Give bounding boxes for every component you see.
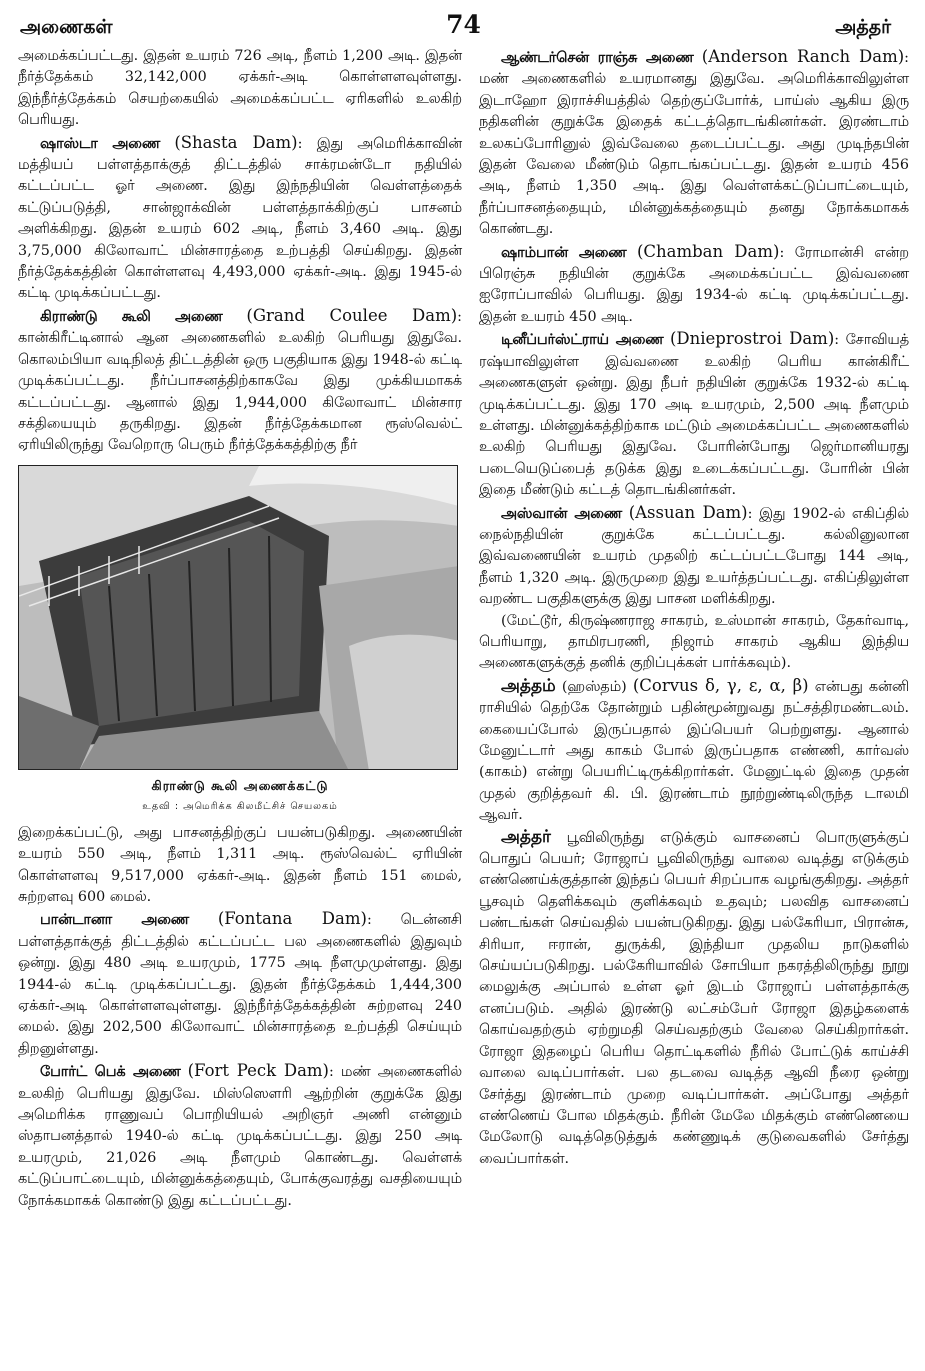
entry-chamban xyxy=(479,241,909,329)
entry-title: பான்டானா அணை xyxy=(40,912,189,929)
entry-title: ஷாஸ்டா அணை xyxy=(40,135,161,152)
columns xyxy=(18,46,909,1212)
entry-title: அத்தம் xyxy=(501,675,556,696)
figure-caption: கிராண்டு கூலி அணைக்கட்டு xyxy=(151,777,329,793)
entry-title: ஆண்டர்சென் ராஞ்சு அணை xyxy=(501,50,694,66)
entry-shasta xyxy=(18,132,462,305)
entry-title-english: (Dnieprostroi Dam) xyxy=(669,329,835,349)
entry-title: டினீப்பர்ஸ்ட்ராய் அணை xyxy=(501,332,664,349)
entry-title-english: (Anderson Ranch Dam) xyxy=(701,47,905,66)
intro-paragraph: அமைக்கப்பட்டது. இதன் உயரம் 726 அடி, நீளம் 1,200 அடி. இதன் நீர்த்தேக்கம் 32,142,000 ஏக்கர்-அடி கொள்ளளவுள்ளது. இந்நீர்த்தேக்கம் செயற்கையில் அமைக்கப்பட்ட ஏரிகளில் உலகிற் பெரியது. xyxy=(18,48,462,129)
entry-body: : ரோமான்சி என்ற பிரெஞ்சு நதியின் குறுக்கே அமைக்கப்பட்ட இவ்வணை ஐரோப்பாவில் பெரியது. இது 1934-ல் கட்டி முடிக்கப்பட்டது. இதன் உயரம் 450 அடி. xyxy=(479,244,909,325)
dam-photo xyxy=(18,465,458,770)
entry-dnieprostroi xyxy=(479,328,909,501)
entry-title-english: (Shasta Dam) xyxy=(174,132,298,152)
entry-body: : கான்கிரீட்டினால் ஆன அணைகளில் உலகிற் பெரியது இதுவே. கொலம்பியா வடிநிலத் திட்டத்தின் ஒரு பகுதியாக இது 1948-ல் கட்டி முடிக்கப்பட்டது. நீர்ப்பாசனத்திற்காகவே இது முக்கியமாகக் கட்டப்பட்டது. ஆனால் இது 1,944,000 கிலோவாட் மின்சார சக்தியையும் தருகிறது. இதன் நீர்த்தேக்கமான ரூஸ்வெல்ட் ஏரியிலிருந்து வேறொரு பெரும் நீர்த்தேக்கத்திற்கு நீர் xyxy=(18,308,462,454)
header-right-title: அத்தர் xyxy=(835,16,891,38)
entry-title: அஸ்வான் அணை xyxy=(501,505,622,522)
page-number: 74 xyxy=(446,10,481,39)
entry-body: என்பது கன்னி ராசியில் தெற்கே தோன்றும் பதின்மூன்றுவது நட்சத்திரமண்டலம். கையைப்போல் இருப்பதால் இப்பெயர் பெற்றுளது. ஆனால் மேனுட்டார் அது காகம் போல் இருப்பதாக எண்ணி, கார்வஸ் (காகம்) என்று பெயரிட்டிருக்கிறார்கள். மேனுட்டில் இதை முதன் முதல் குறித்தவர் கி. பி. இரண்டாம் நூற்றுண்டிலிருந்த டாலமி ஆவர். xyxy=(479,678,910,824)
header-left-title: அணைகள் xyxy=(20,16,113,38)
entry-body: : டென்னசி பள்ளத்தாக்குத் திட்டத்தில் கட்டப்பட்ட பல அணைகளில் இதுவும் ஒன்று. இது 480 அடி உயரமும், 1775 அடி நீளமுமுள்ளது. இது 1944-ல் கட்டி முடிக்கப்பட்டது. இதன் நீர்த்தேக்கம் 1,444,300 ஏக்கர்-அடி கொள்ளளவுள்ளது. இந்நீர்த்தேக்கத்தின் சுற்றளவு 240 மைல். இது 202,500 கிலோவாட் மின்சாரத்தை உற்பத்தி செய்யும் திறனுள்ளது. xyxy=(18,912,463,1057)
entry-title-english: (Fort Peck Dam) xyxy=(187,1061,329,1081)
entry-body: : மண் அணைகளில் உலகிற் பெரியது இதுவே. மிஸ்ஸெளரி ஆற்றின் குறுக்கே இது அமெரிக்க ராணுவப் பொறியியல் அறிஞர் அணி என்னும் ஸ்தாபனத்தால் 1940-ல் கட்டி முடிக்கப்பட்டது. இது 250 அடி உயரமும், 21,026 அடி நீளமும் கொண்டது. வெள்ளக் கட்டுப்பாட்டையும், மின்னுக்கத்தையும், போக்குவரத்து வசதியையும் நோக்கமாகக் கொண்டு இது கட்டப்பட்டது. xyxy=(18,1064,462,1209)
dam-illustration xyxy=(19,466,458,770)
entry-title: அத்தர் xyxy=(501,826,551,847)
right-column xyxy=(479,46,909,1212)
entry-title: போர்ட் பெக் அணை xyxy=(40,1064,181,1081)
cross-reference: (மேட்டூர், கிருஷ்ணராஜ சாகரம், உஸ்மான் சாகரம், தேகர்வாடி, பெரியாறு, தாமிரபரணி, நிஜாம் சாகரம் ஆகிய இந்திய அணைகளுக்குத் தனிக் குறிப்புக்கள் பார்க்கவும்). xyxy=(479,612,909,672)
entry-fontana xyxy=(18,908,462,1060)
left-column xyxy=(18,46,462,1212)
entry-body: பூவிலிருந்து எடுக்கும் வாசனைப் பொருளுக்குப் பொதுப் பெயர்; ரோஜாப் பூவிலிருந்து வாலை வடித்து எடுக்கும் எண்ணெய்க்குத்தான் இந்தப் பெயர் சிறப்பாக வழங்குகிறது. அத்தர் பூசவும் தெளிக்கவும் குளிக்கவும் உதவும்; பலவித வாசனைப் பண்டங்கள் செய்வதில் பயன்படுகிறது. இது பல்கேரியா, பிரான்சு, சிரியா, ஈரான், துருக்கி, இந்தியா முதலிய நாடுகளில் செய்யப்படுகிறது. பல்கேரியாவில் சோபியா நகரத்திலிருந்து நூறு மைலுக்கு அப்பால் உள்ள ஓர் இடம் ரோஜாப் பள்ளத்தாக்கு எனப்படும். அதில் இரண்டு லட்சம்பேர் ரோஜா இதழ்களைக் கொய்வதற்கும் ஏற்றுமதி செய்வதற்கும் வேலை செய்கிறார்கள். ரோஜா இதழைப் பெரிய தொட்டிகளில் நீரில் போட்டுக் காய்ச்சி வாலை வடிப்பார்கள். பல தடவை வடித்த ஆவி நீரை ஒன்று சேர்த்து இரண்டாம் முறை வடிப்பார்கள். அப்போது அத்தர் எண்ணெய் போல மிதக்கும். நீரின் மேலே மிதக்கும் எண்ணெயை மேலோடு வடித்தெடுத்துக் கண்ணுடிக் குடுவைகளில் சேர்த்து வைப்பார்கள். xyxy=(479,829,910,1167)
entry-assuan xyxy=(479,502,909,611)
entry-fort-peck xyxy=(18,1060,462,1212)
entry-body: : இது 1902-ல் எகிப்தில் நைல்நதியின் குறுக்கே கட்டப்பட்டது. கல்லினுலான இவ்வணையின் உயரம் முதலிற் கட்டப்பட்டபோது 144 அடி, நீளம் 1,320 அடி. இருமுறை இது உயர்த்தப்பட்டது. எகிப்திலுள்ள வறண்ட பகுதிகளுக்கு இது பாசன மளிக்கிறது. xyxy=(479,505,909,608)
entry-title-english: (Chamban Dam) xyxy=(636,241,780,261)
entry-body: : இது அமெரிக்காவின் மத்தியப் பள்ளத்தாக்குத் திட்டத்தில் சாக்ரமன்டோ நதியில் கட்டப்பட்ட ஓர் அணை. இது இந்நதியின் வெள்ளத்தைக் கட்டுப்படுத்தி, சான்ஜாக்வின் பள்ளத்தாக்கிற்குப் பாசனம் அளிக்கிறது. இதன் உயரம் 602 அடி, நீளம் 3,460 அடி. இது 3,75,000 கிலோவாட் மின்சாரத்தை உற்பத்தி செய்கிறது. இதன் நீர்த்தேக்கத்தின் கொள்ளளவு 4,493,000 ஏக்கர்-அடி. இது 1945-ல் கட்டி முடிக்கப்பட்டது. xyxy=(18,135,462,302)
running-header xyxy=(18,6,909,46)
grand-coulee-continued: இறைக்கப்பட்டு, அது பாசனத்திற்குப் பயன்படுகிறது. அணையின் உயரம் 550 அடி, நீளம் 1,311 அடி. ரூஸ்வெல்ட் ஏரியின் கொள்ளளவு 9,517,000 ஏக்கர்-அடி. இதன் நீளம் 151 மைல், சுற்றளவு 600 மைல். xyxy=(18,824,462,905)
dam-figure xyxy=(18,465,462,813)
entry-title: கிராண்டு கூலி அணை xyxy=(40,308,223,325)
entry-attham xyxy=(479,675,909,827)
figure-credit: உதவி : அமெரிக்க கிலமீட்சிச் செயலகம் xyxy=(142,800,338,812)
entry-title-english: (Corvus δ, γ, ε, α, β) xyxy=(632,675,809,695)
entry-title: ஷாம்பான் அணை xyxy=(501,244,627,261)
entry-grand-coulee xyxy=(18,305,462,457)
entry-anderson-ranch xyxy=(479,46,909,241)
entry-body: : சோவியத் ரஷ்யாவிலுள்ள இவ்வணை உலகிற் பெரிய கான்கிரீட் அணைகளுள் ஒன்று. இது நீபர் நதியின் குறுக்கே 1932-ல் கட்டி முடிக்கப்பட்டது. இது 170 அடி உயரமும், 2,500 அடி நீளமும் உள்ளது. மின்னுக்கத்திற்காக மட்டும் அமைக்கப்பட்ட அணைகளில் உலகிற் பெரியது இதுவே. போரின்போது ஜெர்மானியரது படையெடுப்பைத் தடுக்க இது உடைக்கப்பட்டது. போரின் பின் இதை மீண்டும் கட்டத் தொடங்கினர்கள். xyxy=(479,332,910,499)
entry-title-english: (Assuan Dam) xyxy=(628,502,748,522)
entry-title-english: (Fontana Dam) xyxy=(217,909,367,929)
entry-title-english: (Grand Coulee Dam) xyxy=(246,305,458,325)
entry-title-alternate: (ஹஸ்தம்) xyxy=(561,678,627,695)
entry-atthar xyxy=(479,827,909,1171)
entry-body: : மண் அணைகளில் உயரமானது இதுவே. அமெரிக்காவிலுள்ள இடாஹோ இராச்சியத்தில் தெற்குப்போர்க், பாய்ஸ் ஆகிய இரு நதிகளின் குறுக்கே இதைக் கட்டத்தொடங்கினர்கள். இரண்டாம் உலகப்போரினுல் இவ்வேலை தடைப்பட்டது. அது முடிந்தபின் இதன் வேலை மீண்டும் தொடங்கப்பட்டது. இதன் உயரம் 456 அடி, நீளம் 1,350 அடி. இது வெள்ளக்கட்டுப்பாட்டையும், நீர்ப்பாசனத்தையும், மின்னுக்கத்தையும் தனது நோக்கமாகக் கொண்டது. xyxy=(479,50,909,238)
